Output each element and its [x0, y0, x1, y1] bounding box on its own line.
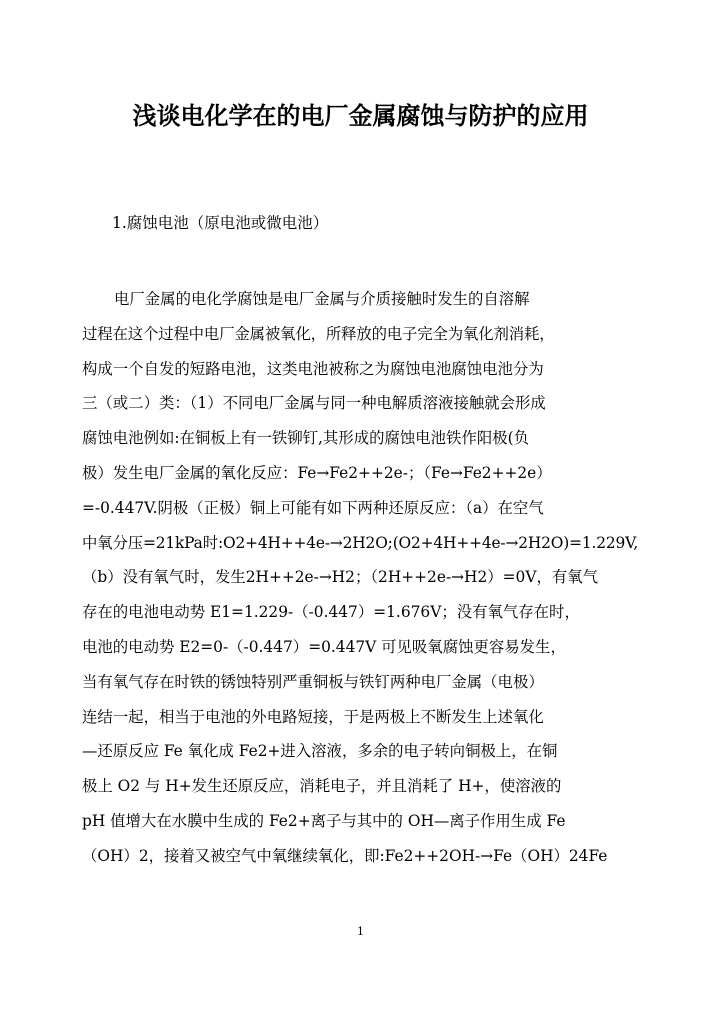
body-line: 极上 O2 与 H+发生还原反应，消耗电子，并且消耗了 H+，使溶液的: [82, 777, 562, 796]
body-line: 连结一起，相当于电池的外电路短接，于是两极上不断发生上述氧化: [82, 707, 544, 726]
body-line: 电池的电动势 E2=0-（-0.447）=0.447V 可见吸氧腐蚀更容易发生，: [82, 637, 566, 656]
body-line: 腐蚀电池例如:在铜板上有一铁铆钉,其形成的腐蚀电池铁作阳极(负: [82, 429, 530, 448]
body-line: （OH）2，接着又被空气中氧继续氧化，即:Fe2++2OH-→Fe（OH）24Fe: [82, 846, 608, 865]
body-line: =-0.447V.阴极（正极）铜上可能有如下两种还原反应：（a）在空气: [82, 498, 544, 517]
body-line: pH 值增大在水膜中生成的 Fe2+离子与其中的 OH—离子作用生成 Fe: [82, 811, 566, 830]
body-line: 当有氧气存在时铁的锈蚀特别严重铜板与铁钉两种电厂金属（电极）: [82, 672, 544, 691]
body-line: 存在的电池电动势 E1=1.229-（-0.447）=1.676V；没有氧气存在时，: [82, 603, 580, 622]
page-title: 浅谈电化学在的电厂金属腐蚀与防护的应用: [132, 101, 589, 131]
body-line: 过程在这个过程中电厂金属被氧化，所释放的电子完全为氧化剂消耗，: [82, 324, 555, 343]
body-line: —还原反应 Fe 氧化成 Fe2+进入溶液，多余的电子转向铜极上，在铜: [82, 742, 558, 761]
section-heading-corrosion-cell: 1.腐蚀电池（原电池或微电池）: [112, 214, 329, 232]
body-line: 电厂金属的电化学腐蚀是电厂金属与介质接触时发生的自溶解: [114, 290, 530, 308]
body-line: 三（或二）类：（1）不同电厂金属与同一种电解质溶液接触就会形成: [82, 394, 546, 413]
body-line: 极）发生电厂金属的氧化反应：Fe→Fe2++2e-；（Fe→Fe2++2e）: [82, 463, 552, 482]
body-line: 构成一个自发的短路电池，这类电池被称之为腐蚀电池腐蚀电池分为: [82, 359, 544, 378]
body-paragraph: [82, 282, 639, 874]
page-number: 1: [357, 925, 364, 938]
body-line: 中氧分压=21kPa时:O2+4H++4e-→2H2O;(O2+4H++4e-→2H2O)=1.229V,: [82, 533, 639, 552]
body-line: （b）没有氧气时，发生2H++2e-→H2；（2H++2e-→H2）=0V，有氧气: [82, 568, 599, 587]
